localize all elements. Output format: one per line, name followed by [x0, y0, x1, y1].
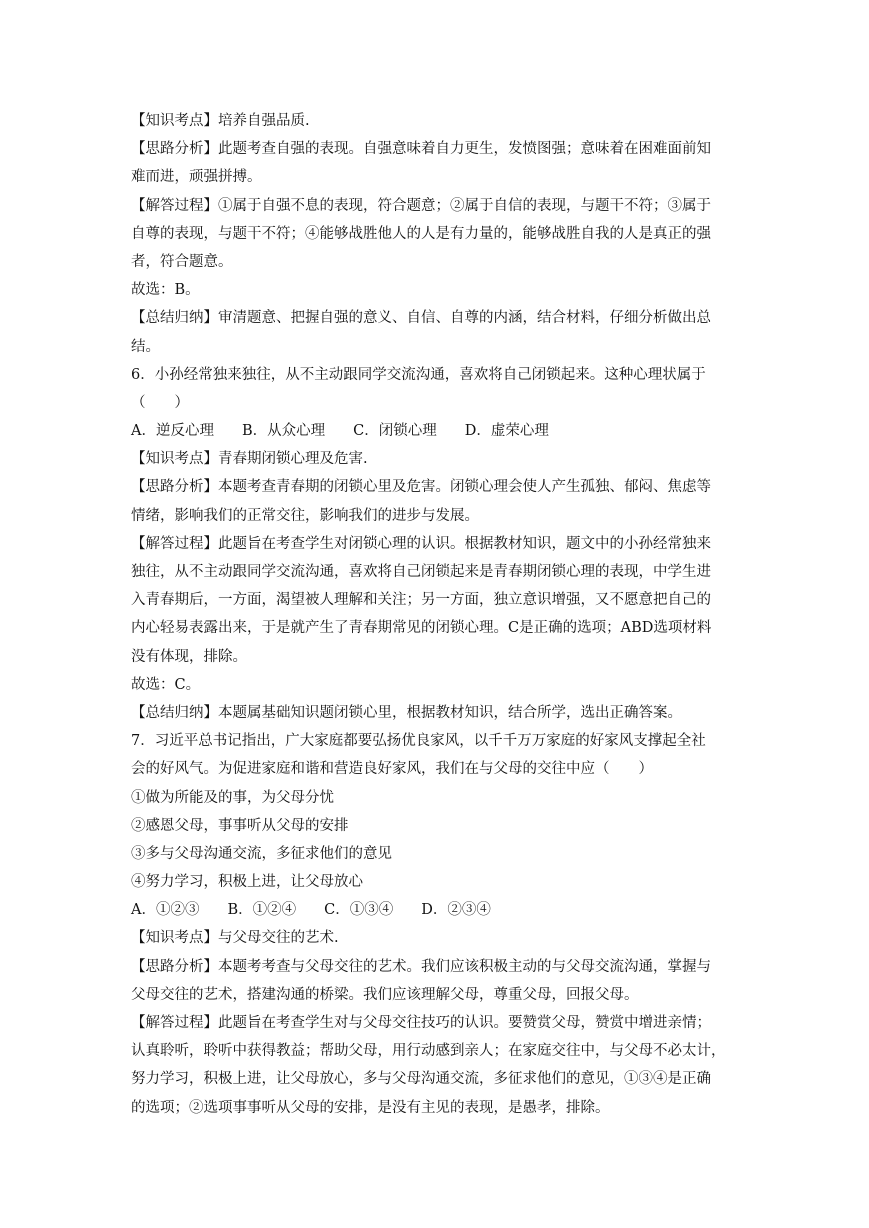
text-line: 的选项；②选项事事听从父母的安排，是没有主见的表现，是愚孝，排除。 — [131, 1099, 610, 1116]
text-line: 【知识考点】青春期闭锁心理及危害. — [131, 451, 368, 468]
text-line: 努力学习，积极上进，让父母放心，多与父母沟通交流，多征求他们的意见，①③④是正确 — [131, 1071, 711, 1088]
text-line: 【解答过程】此题旨在考查学生对与父母交往技巧的认识。要赞赏父母，赞赏中增进亲情； — [131, 1015, 711, 1031]
text-line: 入青春期后，一方面，渴望被人理解和关注；另一方面，独立意识增强，又不愿意把自己的 — [131, 592, 711, 609]
text-line: 难而进，顽强拼搏。 — [131, 169, 262, 186]
text-line: 【解答过程】此题旨在考查学生对闭锁心理的认识。根据教材知识，题文中的小孙经常独来 — [131, 535, 711, 552]
question-7-options — [131, 896, 741, 924]
text-line: 【总结归纳】本题属基础知识题闭锁心里，根据教材知识，结合所学，选出正确答案。 — [131, 704, 682, 721]
text-line: 独往，从不主动跟同学交流沟通，喜欢将自己闭锁起来是青春期闭锁心理的表现，中学生进 — [131, 564, 711, 580]
text-line: 父母交往的艺术，搭建沟通的桥梁。我们应该理解父母，尊重父母，回报父母。 — [131, 986, 639, 1003]
statement-item: ③多与父母沟通交流，多征求他们的意见 — [131, 845, 392, 862]
option-d: D．②③④ — [421, 902, 491, 919]
statement-item: ②感恩父母，事事听从父母的安排 — [131, 817, 349, 834]
text-line: 【知识考点】与父母交往的艺术. — [131, 930, 339, 947]
text-line: 内心轻易表露出来，于是就产生了青春期常见的闭锁心理。C是正确的选项；ABD选项材料 — [131, 620, 712, 637]
option-c: C．闭锁心理 — [353, 423, 437, 440]
option-b: B．从众心理 — [241, 423, 326, 440]
text-line: 【思路分析】此题考查自强的表现。自强意味着自力更生，发愤图强；意味着在困难面前知 — [131, 141, 711, 158]
option-a: A．逆反心理 — [131, 423, 214, 440]
text-line: 【思路分析】本题考考查与父母交往的艺术。我们应该积极主动的与父母交流沟通，掌握与 — [131, 958, 711, 975]
text-line: 者，符合题意。 — [131, 253, 233, 270]
question-6-options — [131, 417, 741, 445]
text-line: 【总结归纳】审清题意、把握自强的意义、自信、自尊的内涵，结合材料，仔细分析做出总 — [131, 310, 711, 327]
text-line: 情绪，影响我们的正常交往，影响我们的进步与发展。 — [131, 507, 479, 524]
question-7-stem: 7．习近平总书记指出，广大家庭都要弘扬优良家风，以千千万万家庭的好家风支撑起全社 — [131, 733, 706, 750]
option-c: C．①③④ — [324, 902, 394, 919]
statement-item: ①做为所能及的事，为父母分忧 — [131, 789, 334, 806]
text-line: 结。 — [131, 338, 160, 355]
question-6-stem: 6．小孙经常独来独往，从不主动跟同学交流沟通，喜欢将自己闭锁起来。这种心理状属于 — [131, 366, 706, 383]
text-line: 自尊的表现，与题干不符；④能够战胜他人的人是有力量的，能够战胜自我的人是真正的强 — [131, 225, 711, 242]
text-line: 【知识考点】培养自强品质. — [131, 113, 310, 129]
text-line: 故选：B。 — [131, 282, 200, 299]
text-line: 【思路分析】本题考查青春期的闭锁心里及危害。闭锁心理会使人产生孤独、郁闷、焦虑等 — [131, 479, 711, 496]
option-d: D．虚荣心理 — [464, 423, 549, 440]
document-page — [131, 107, 741, 1122]
statement-item: ④努力学习，积极上进，让父母放心 — [131, 874, 363, 891]
question-6-stem: （ ） — [131, 394, 189, 411]
text-line: 【解答过程】①属于自强不息的表现，符合题意；②属于自信的表现，与题干不符；③属于 — [131, 197, 711, 214]
text-line: 认真聆听，聆听中获得教益；帮助父母，用行动感到亲人；在家庭交往中，与父母不必太计， — [131, 1043, 726, 1060]
text-line: 没有体现，排除。 — [131, 648, 247, 665]
option-b: B．①②④ — [227, 902, 297, 919]
question-7-stem: 会的好风气。为促进家庭和谐和营造良好家风，我们在与父母的交往中应（ ） — [131, 761, 653, 778]
option-a: A．①②③ — [131, 902, 200, 919]
text-line: 故选：C。 — [131, 676, 201, 693]
